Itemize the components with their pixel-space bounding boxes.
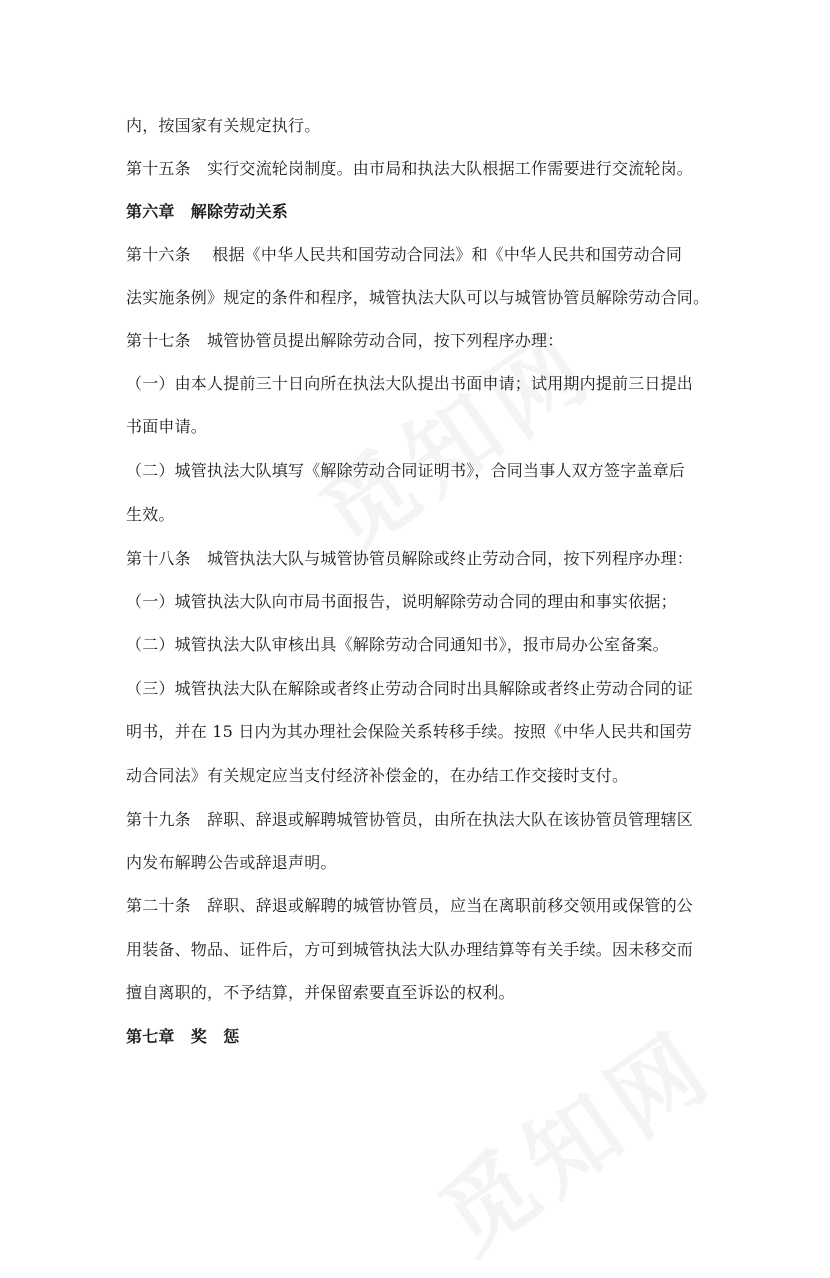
paragraph-line: 第十九条 辞职、辞退或解聘城管协管员，由所在执法大队在该协管员管理辖区 xyxy=(126,810,694,829)
paragraph-line: 第十七条 城管协管员提出解除劳动合同，按下列程序办理： xyxy=(126,331,564,350)
paragraph-line: 第二十条 辞职、辞退或解聘的城管协管员，应当在离职前移交领用或保管的公 xyxy=(126,896,694,915)
paragraph-line: 第十五条 实行交流轮岗制度。由市局和执法大队根据工作需要进行交流轮岗。 xyxy=(126,159,694,178)
paragraph-line: 内发布解聘公告或辞退声明。 xyxy=(126,853,337,872)
paragraph-line: 动合同法》有关规定应当支付经济补偿金的，在办结工作交接时支付。 xyxy=(126,766,629,785)
paragraph-line: 内，按国家有关规定执行。 xyxy=(126,116,321,135)
paragraph-line: 生效。 xyxy=(126,505,175,524)
paragraph-line: 第十八条 城管执法大队与城管协管员解除或终止劳动合同，按下列程序办理： xyxy=(126,549,694,568)
paragraph-line: （一）由本人提前三十日向所在执法大队提出书面申请；试用期内提前三日提出 xyxy=(126,374,694,393)
paragraph-line: 书面申请。 xyxy=(126,417,208,436)
paragraph-line: 法实施条例》规定的条件和程序，城管执法大队可以与城管协管员解除劳动合同。 xyxy=(126,288,710,307)
paragraph-line: 第十六条 根据《中华人民共和国劳动合同法》和《中华人民共和国劳动合同 xyxy=(126,245,683,264)
paragraph-line: （二）城管执法大队填写《解除劳动合同证明书》，合同当事人双方签字盖章后 xyxy=(126,461,686,480)
paragraph-line: 擅自离职的，不予结算，并保留索要直至诉讼的权利。 xyxy=(126,983,515,1002)
chapter-heading: 第六章 解除劳动关系 xyxy=(126,202,289,221)
paragraph-line: （三）城管执法大队在解除或者终止劳动合同时出具解除或者终止劳动合同的证 xyxy=(126,679,694,698)
paragraph-line: （二）城管执法大队审核出具《解除劳动合同通知书》，报市局办公室备案。 xyxy=(126,635,669,654)
paragraph-line: （一）城管执法大队向市局书面报告，说明解除劳动合同的理由和事实依据； xyxy=(126,592,677,611)
chapter-heading: 第七章 奖 惩 xyxy=(126,1027,240,1046)
paragraph-line: 明书，并在 15 日内为其办理社会保险关系转移手续。按照《中华人民共和国劳 xyxy=(126,722,692,741)
paragraph-line: 用装备、物品、证件后，方可到城管执法大队办理结算等有关手续。因未移交而 xyxy=(126,940,694,959)
